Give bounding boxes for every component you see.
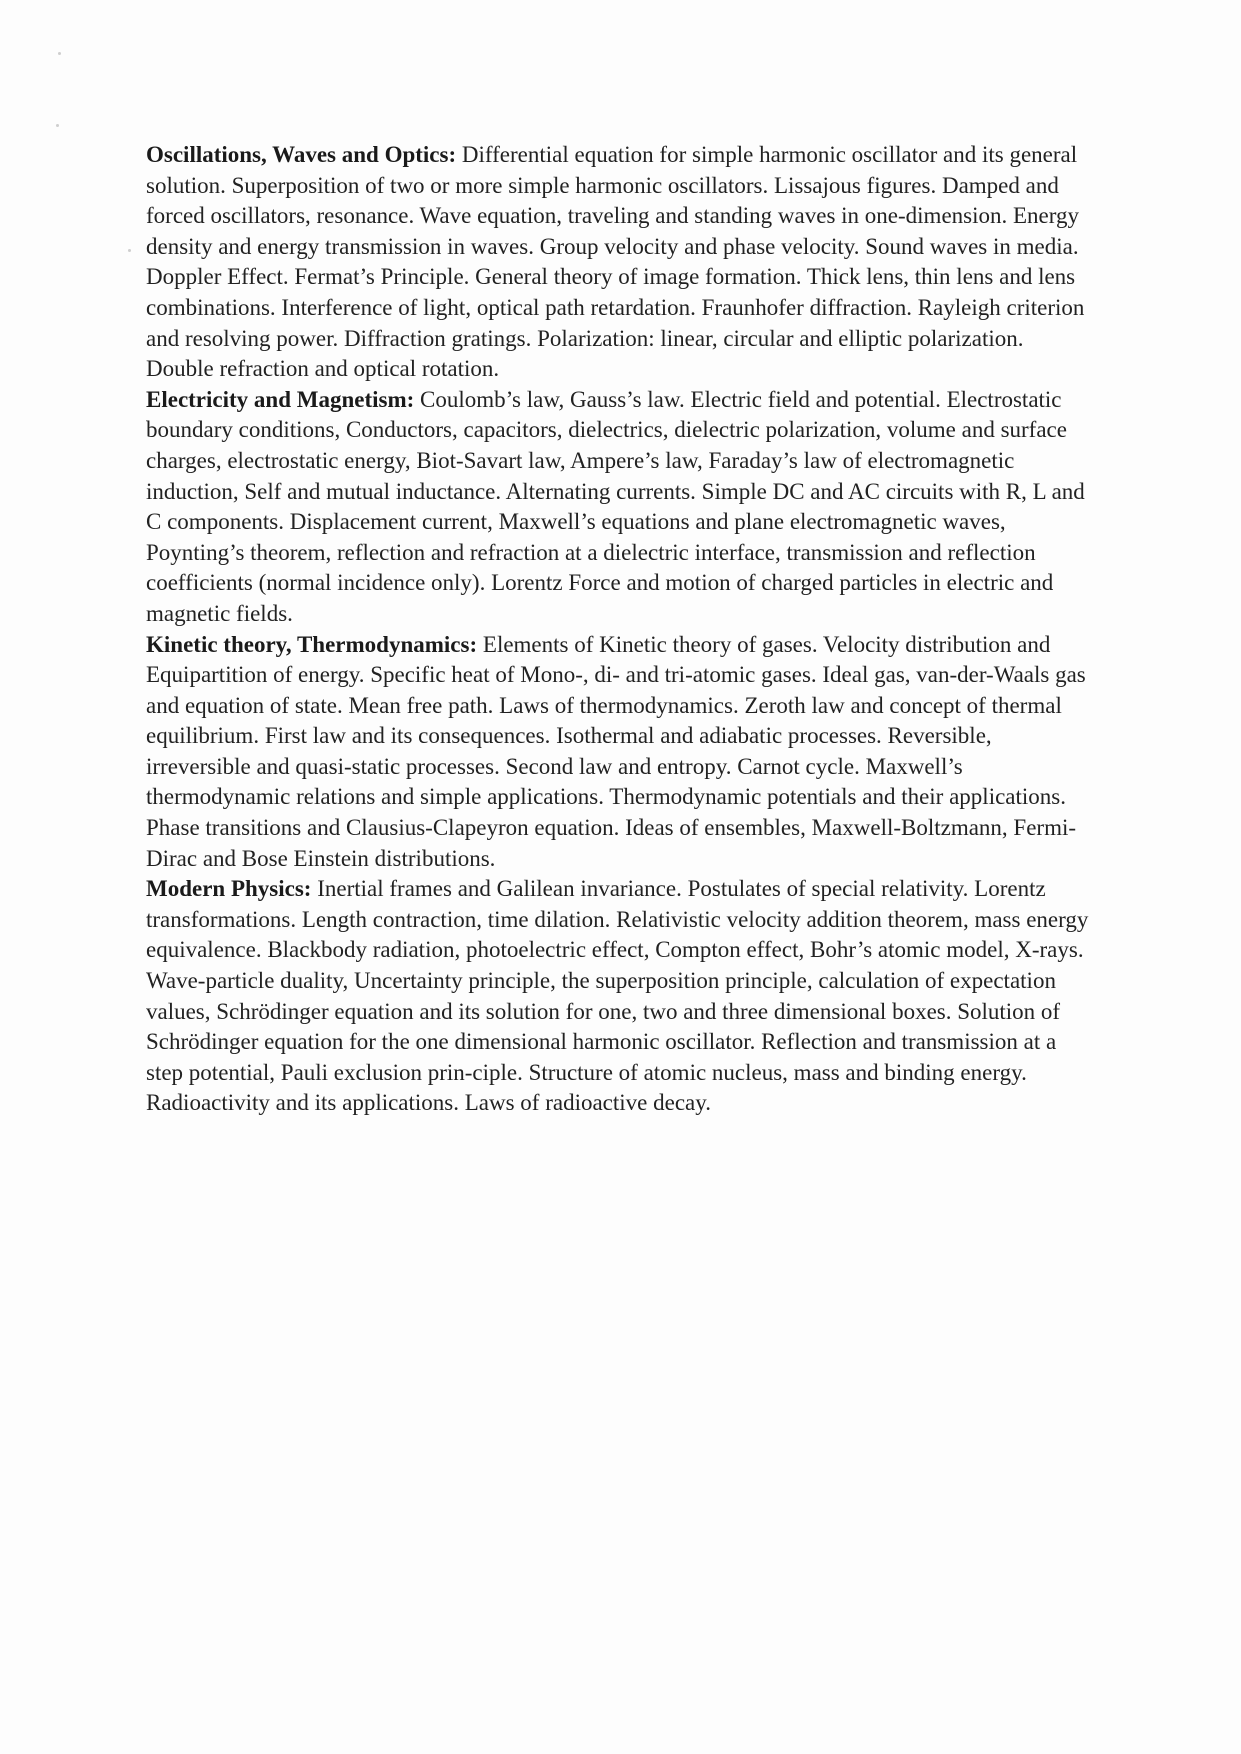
section-body: Differential equation for simple harmonic oscillator and its general solution. Superposition of two or more simple harmonic oscillators. Lissajous figures. Damped and forced oscillators, resonance. Wave equation, traveling and standing waves in one-dimension. Energy density and energy transmission in waves. Group velocity and phase velocity. Sound waves in media. Doppler Effect. Fermat’s Principle. General theory of image formation. Thick lens, thin lens and lens combinations. Interference of light, optical path retardation. Fraunhofer diffraction. Rayleigh criterion and resolving power. Diffraction gratings. Polarization: linear, circular and elliptic polarization. Double refraction and optical rotation. (146, 142, 1085, 382)
scan-speck (56, 124, 59, 127)
section-electricity-magnetism (146, 385, 1090, 630)
scan-speck (128, 249, 131, 252)
section-heading: Oscillations, Waves and Optics: (146, 142, 457, 167)
syllabus-text (146, 140, 1090, 1119)
section-body: Elements of Kinetic theory of gases. Velocity distribution and Equipartition of energy. Specific heat of Mono-, di- and tri-atomic gases. Ideal gas, van-der-Waals gas and equation of state. Mean free path. Laws of thermodynamics. Zeroth law and concept of thermal equilibrium. First law and its consequences. Isothermal and adiabatic processes. Reversible, irreversible and quasi-static processes. Second law and entropy. Carnot cycle. Maxwell’s thermodynamic relations and simple applications. Thermodynamic potentials and their applications. Phase transitions and Clausius-Clapeyron equation. Ideas of ensembles, Maxwell-Boltzmann, Fermi-Dirac and Bose Einstein distributions. (146, 631, 1086, 871)
section-heading: Modern Physics: (146, 876, 312, 902)
section-body: Coulomb’s law, Gauss’s law. Electric field and potential. Electrostatic boundary conditions, Conductors, capacitors, dielectrics, dielectric polarization, volume and surface charges, electrostatic energy, Biot-Savart law, Ampere’s law, Faraday’s law of electromagnetic induction, Self and mutual inductance. Alternating currents. Simple DC and AC circuits with R, L and C components. Displacement current, Maxwell’s equations and plane electromagnetic waves, Poynting’s theorem, reflection and refraction at a dielectric interface, transmission and reflection coefficients (normal incidence only). Lorentz Force and motion of charged particles in electric and magnetic fields. (146, 386, 1085, 626)
section-kinetic-theory-thermodynamics (146, 630, 1090, 875)
section-oscillations-waves-optics (146, 140, 1090, 385)
section-modern-physics (146, 874, 1090, 1119)
section-heading: Kinetic theory, Thermodynamics: (146, 631, 478, 657)
section-body: Inertial frames and Galilean invariance. Postulates of special relativity. Lorentz transformations. Length contraction, time dilation. Relativistic velocity addition theorem, mass energy equivalence. Blackbody radiation, photoelectric effect, Compton effect, Bohr’s atomic model, X-rays. Wave-particle duality, Uncertainty principle, the superposition principle, calculation of expectation values, Schrödinger equation and its solution for one, two and three dimensional boxes. Solution of Schrödinger equation for the one dimensional harmonic oscillator. Reflection and transmission at a step potential, Pauli exclusion prin-ciple. Structure of atomic nucleus, mass and binding energy. Radioactivity and its applications. Laws of radioactive decay. (146, 876, 1089, 1116)
scan-speck (58, 52, 61, 55)
section-heading: Electricity and Magnetism: (146, 386, 415, 412)
